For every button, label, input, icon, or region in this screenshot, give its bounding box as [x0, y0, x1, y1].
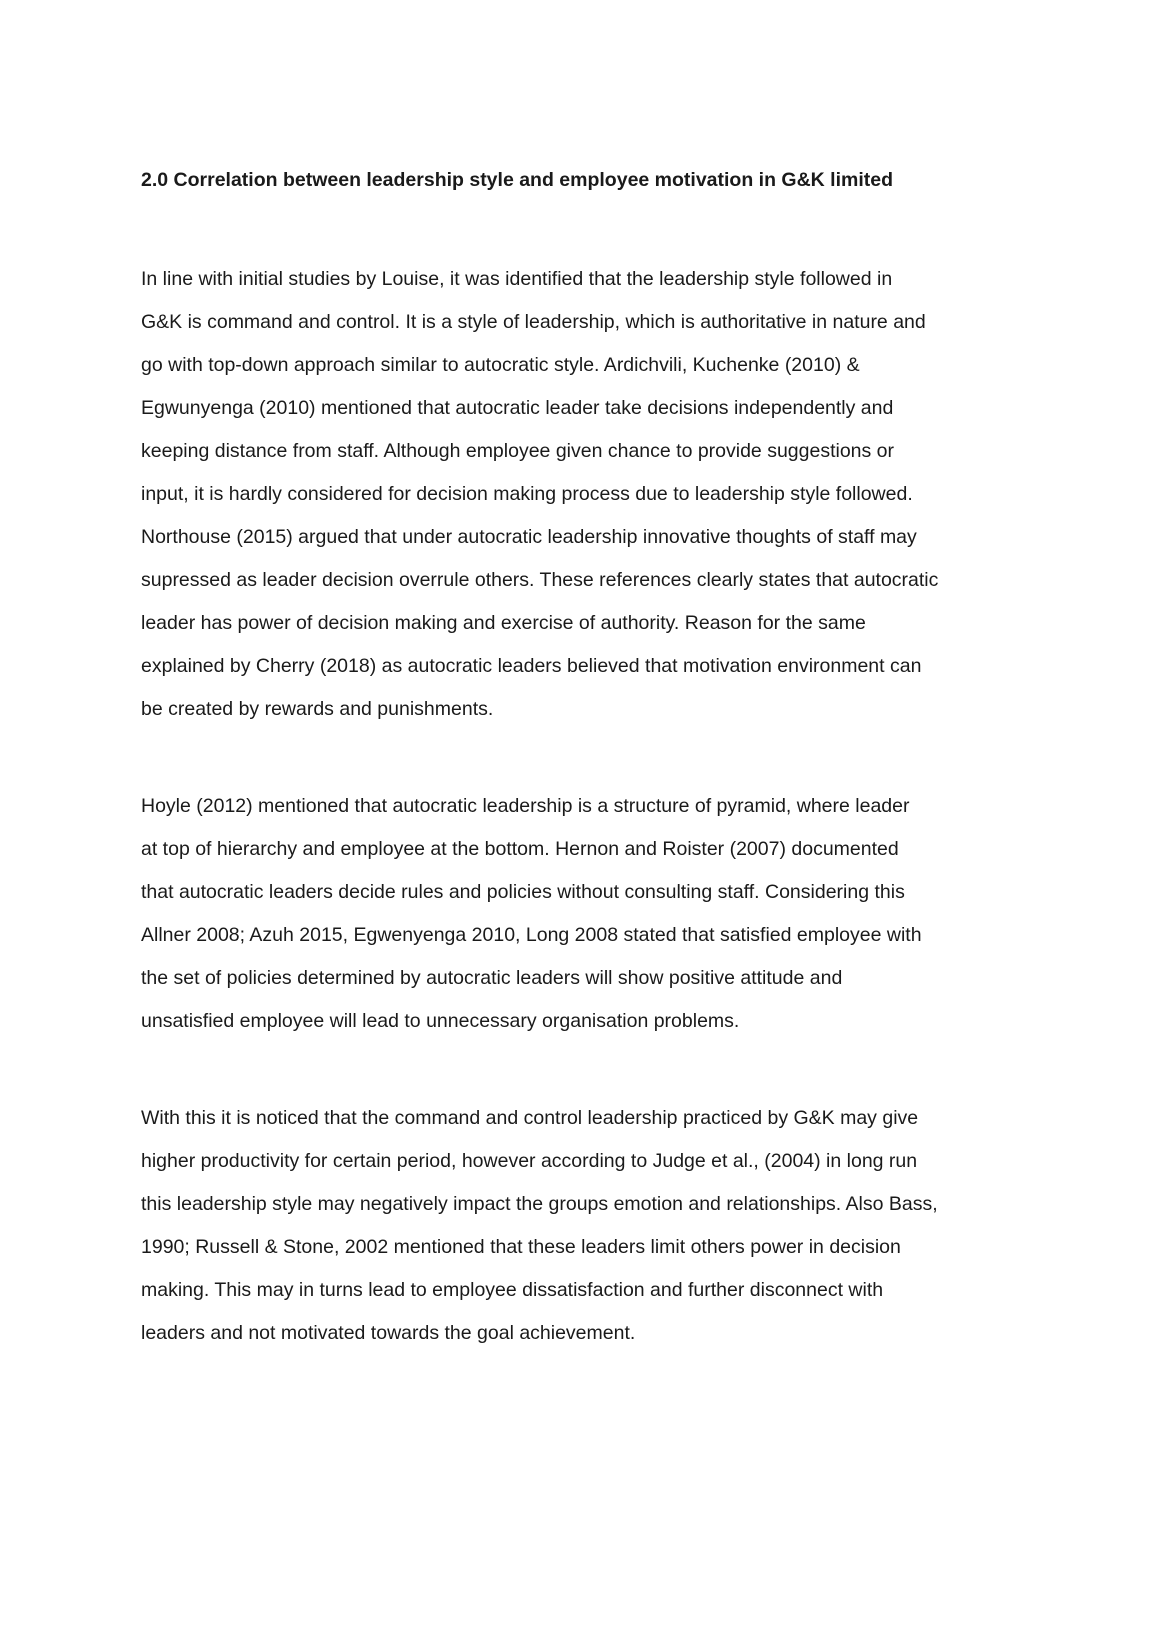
paragraph-line: at top of hierarchy and employee at the bottom. Hernon and Roister (2007) documented [141, 838, 899, 860]
paragraph-line: Hoyle (2012) mentioned that autocratic leadership is a structure of pyramid, where leader [141, 795, 910, 817]
paragraph-line: be created by rewards and punishments. [141, 698, 494, 720]
paragraph-line: keeping distance from staff. Although employee given chance to provide suggestions or [141, 440, 895, 462]
paragraph-line: With this it is noticed that the command and control leadership practiced by G&K may give [141, 1107, 919, 1129]
paragraph-line: G&K is command and control. It is a style of leadership, which is authoritative in nature and [141, 311, 926, 333]
paragraph-line: this leadership style may negatively impact the groups emotion and relationships. Also Bass, [141, 1193, 938, 1215]
paragraph-line: Egwunyenga (2010) mentioned that autocratic leader take decisions independently and [141, 397, 894, 419]
paragraph-line: supressed as leader decision overrule others. These references clearly states that autocratic [141, 569, 939, 591]
paragraph-line: making. This may in turns lead to employee dissatisfaction and further disconnect with [141, 1279, 884, 1301]
paragraph-line: leader has power of decision making and exercise of authority. Reason for the same [141, 612, 866, 634]
paragraph-line: 1990; Russell & Stone, 2002 mentioned that these leaders limit others power in decision [141, 1236, 901, 1258]
document-body [141, 160, 1031, 1409]
paragraph-line: go with top-down approach similar to autocratic style. Ardichvili, Kuchenke (2010) & [141, 354, 860, 376]
paragraph-line: Northouse (2015) argued that under autocratic leadership innovative thoughts of staff may [141, 526, 917, 548]
paragraph-line: leaders and not motivated towards the goal achievement. [141, 1322, 636, 1344]
paragraph-line: explained by Cherry (2018) as autocratic leaders believed that motivation environment can [141, 655, 922, 677]
paragraph-line: the set of policies determined by autocratic leaders will show positive attitude and [141, 967, 843, 989]
paragraph-line: In line with initial studies by Louise, it was identified that the leadership style followed in [141, 268, 893, 290]
paragraph-3 [141, 1097, 1031, 1355]
paragraph-line: higher productivity for certain period, however according to Judge et al., (2004) in long run [141, 1150, 918, 1172]
paragraph-line: Allner 2008; Azuh 2015, Egwenyenga 2010, Long 2008 stated that satisfied employee with [141, 924, 922, 946]
paragraph-line: input, it is hardly considered for decision making process due to leadership style followed. [141, 483, 913, 505]
paragraph-line: unsatisfied employee will lead to unnecessary organisation problems. [141, 1010, 740, 1032]
section-heading: 2.0 Correlation between leadership style and employee motivation in G&K limited [141, 169, 894, 191]
paragraph-line: that autocratic leaders decide rules and policies without consulting staff. Considering this [141, 881, 905, 903]
paragraph-1 [141, 258, 1031, 731]
paragraph-2 [141, 785, 1031, 1043]
